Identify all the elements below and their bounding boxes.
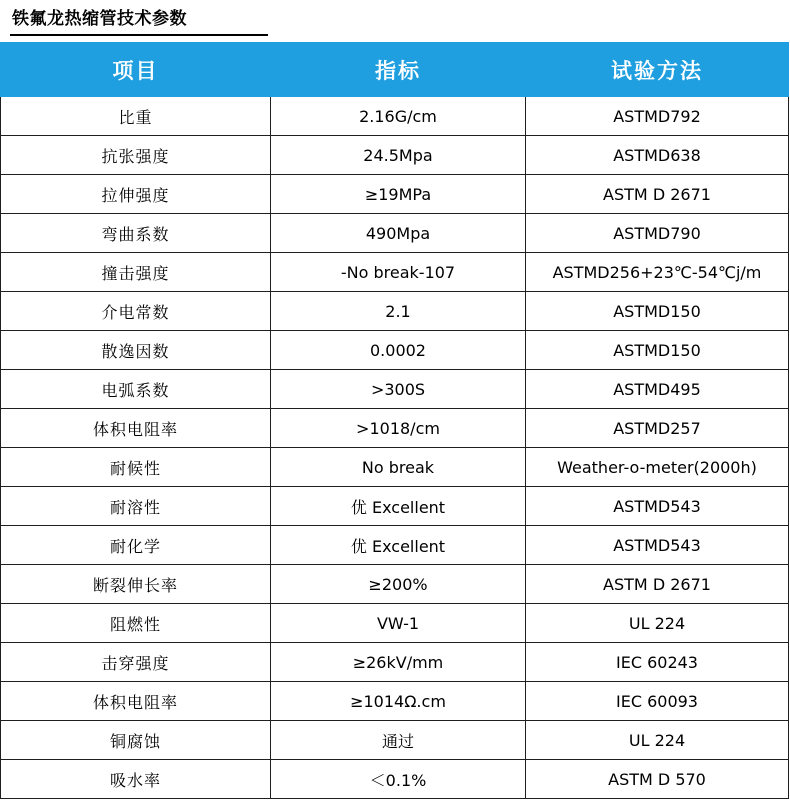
cell-index: 24.5Mpa [271, 136, 526, 175]
cell-index: 2.16G/cm [271, 97, 526, 136]
cell-index: ≥26kV/mm [271, 643, 526, 682]
cell-item: 弯曲系数 [1, 214, 271, 253]
table-row [1, 643, 789, 682]
table-row [1, 331, 789, 370]
cell-item: 比重 [1, 97, 271, 136]
cell-item: 耐化学 [1, 526, 271, 565]
cell-index: 优 Excellent [271, 526, 526, 565]
column-header-index: 指标 [271, 43, 526, 97]
table-header [1, 43, 789, 97]
table-row [1, 253, 789, 292]
cell-index: >1018/cm [271, 409, 526, 448]
cell-item: 撞击强度 [1, 253, 271, 292]
table-row [1, 370, 789, 409]
cell-item: 吸水率 [1, 760, 271, 799]
table-row [1, 760, 789, 799]
title-underline [10, 34, 268, 36]
cell-index: 通过 [271, 721, 526, 760]
cell-index: ＜0.1% [271, 760, 526, 799]
page-title: 铁氟龙热缩管技术参数 [12, 9, 187, 29]
table-body [1, 97, 789, 799]
table-row [1, 214, 789, 253]
cell-method: UL 224 [526, 721, 789, 760]
cell-method: ASTMD256+23℃-54℃j/m [526, 253, 789, 292]
cell-method: ASTMD150 [526, 331, 789, 370]
cell-index: ≥19MPa [271, 175, 526, 214]
cell-index: 0.0002 [271, 331, 526, 370]
cell-index: ≥1014Ω.cm [271, 682, 526, 721]
cell-method: ASTMD495 [526, 370, 789, 409]
cell-method: ASTMD790 [526, 214, 789, 253]
cell-method: UL 224 [526, 604, 789, 643]
cell-item: 断裂伸长率 [1, 565, 271, 604]
table-header-row [1, 43, 789, 97]
table-row [1, 409, 789, 448]
cell-method: ASTMD792 [526, 97, 789, 136]
cell-method: ASTMD150 [526, 292, 789, 331]
cell-item: 耐溶性 [1, 487, 271, 526]
table-row [1, 526, 789, 565]
table-row [1, 604, 789, 643]
table-row [1, 448, 789, 487]
table-row [1, 97, 789, 136]
cell-item: 抗张强度 [1, 136, 271, 175]
cell-item: 阻燃性 [1, 604, 271, 643]
cell-method: IEC 60243 [526, 643, 789, 682]
cell-index: 优 Excellent [271, 487, 526, 526]
cell-item: 电弧系数 [1, 370, 271, 409]
cell-method: IEC 60093 [526, 682, 789, 721]
cell-item: 散逸因数 [1, 331, 271, 370]
table-row [1, 136, 789, 175]
cell-item: 耐候性 [1, 448, 271, 487]
column-header-method: 试验方法 [526, 43, 789, 97]
table-row [1, 565, 789, 604]
cell-index: 490Mpa [271, 214, 526, 253]
cell-method: ASTM D 2671 [526, 565, 789, 604]
cell-method: ASTMD257 [526, 409, 789, 448]
cell-item: 铜腐蚀 [1, 721, 271, 760]
cell-method: ASTM D 570 [526, 760, 789, 799]
cell-method: ASTM D 2671 [526, 175, 789, 214]
cell-method: ASTMD543 [526, 487, 789, 526]
cell-index: >300S [271, 370, 526, 409]
table-row [1, 682, 789, 721]
table-row [1, 487, 789, 526]
table-row [1, 292, 789, 331]
table-row [1, 175, 789, 214]
cell-item: 介电常数 [1, 292, 271, 331]
cell-item: 拉伸强度 [1, 175, 271, 214]
cell-item: 体积电阻率 [1, 409, 271, 448]
cell-item: 击穿强度 [1, 643, 271, 682]
cell-index: VW-1 [271, 604, 526, 643]
cell-index: No break [271, 448, 526, 487]
cell-index: 2.1 [271, 292, 526, 331]
specification-table [0, 42, 789, 799]
column-header-item: 项目 [1, 43, 271, 97]
cell-index: -No break-107 [271, 253, 526, 292]
cell-method: Weather-o-meter(2000h) [526, 448, 789, 487]
cell-method: ASTMD543 [526, 526, 789, 565]
table-row [1, 721, 789, 760]
cell-method: ASTMD638 [526, 136, 789, 175]
cell-item: 体积电阻率 [1, 682, 271, 721]
cell-index: ≥200% [271, 565, 526, 604]
